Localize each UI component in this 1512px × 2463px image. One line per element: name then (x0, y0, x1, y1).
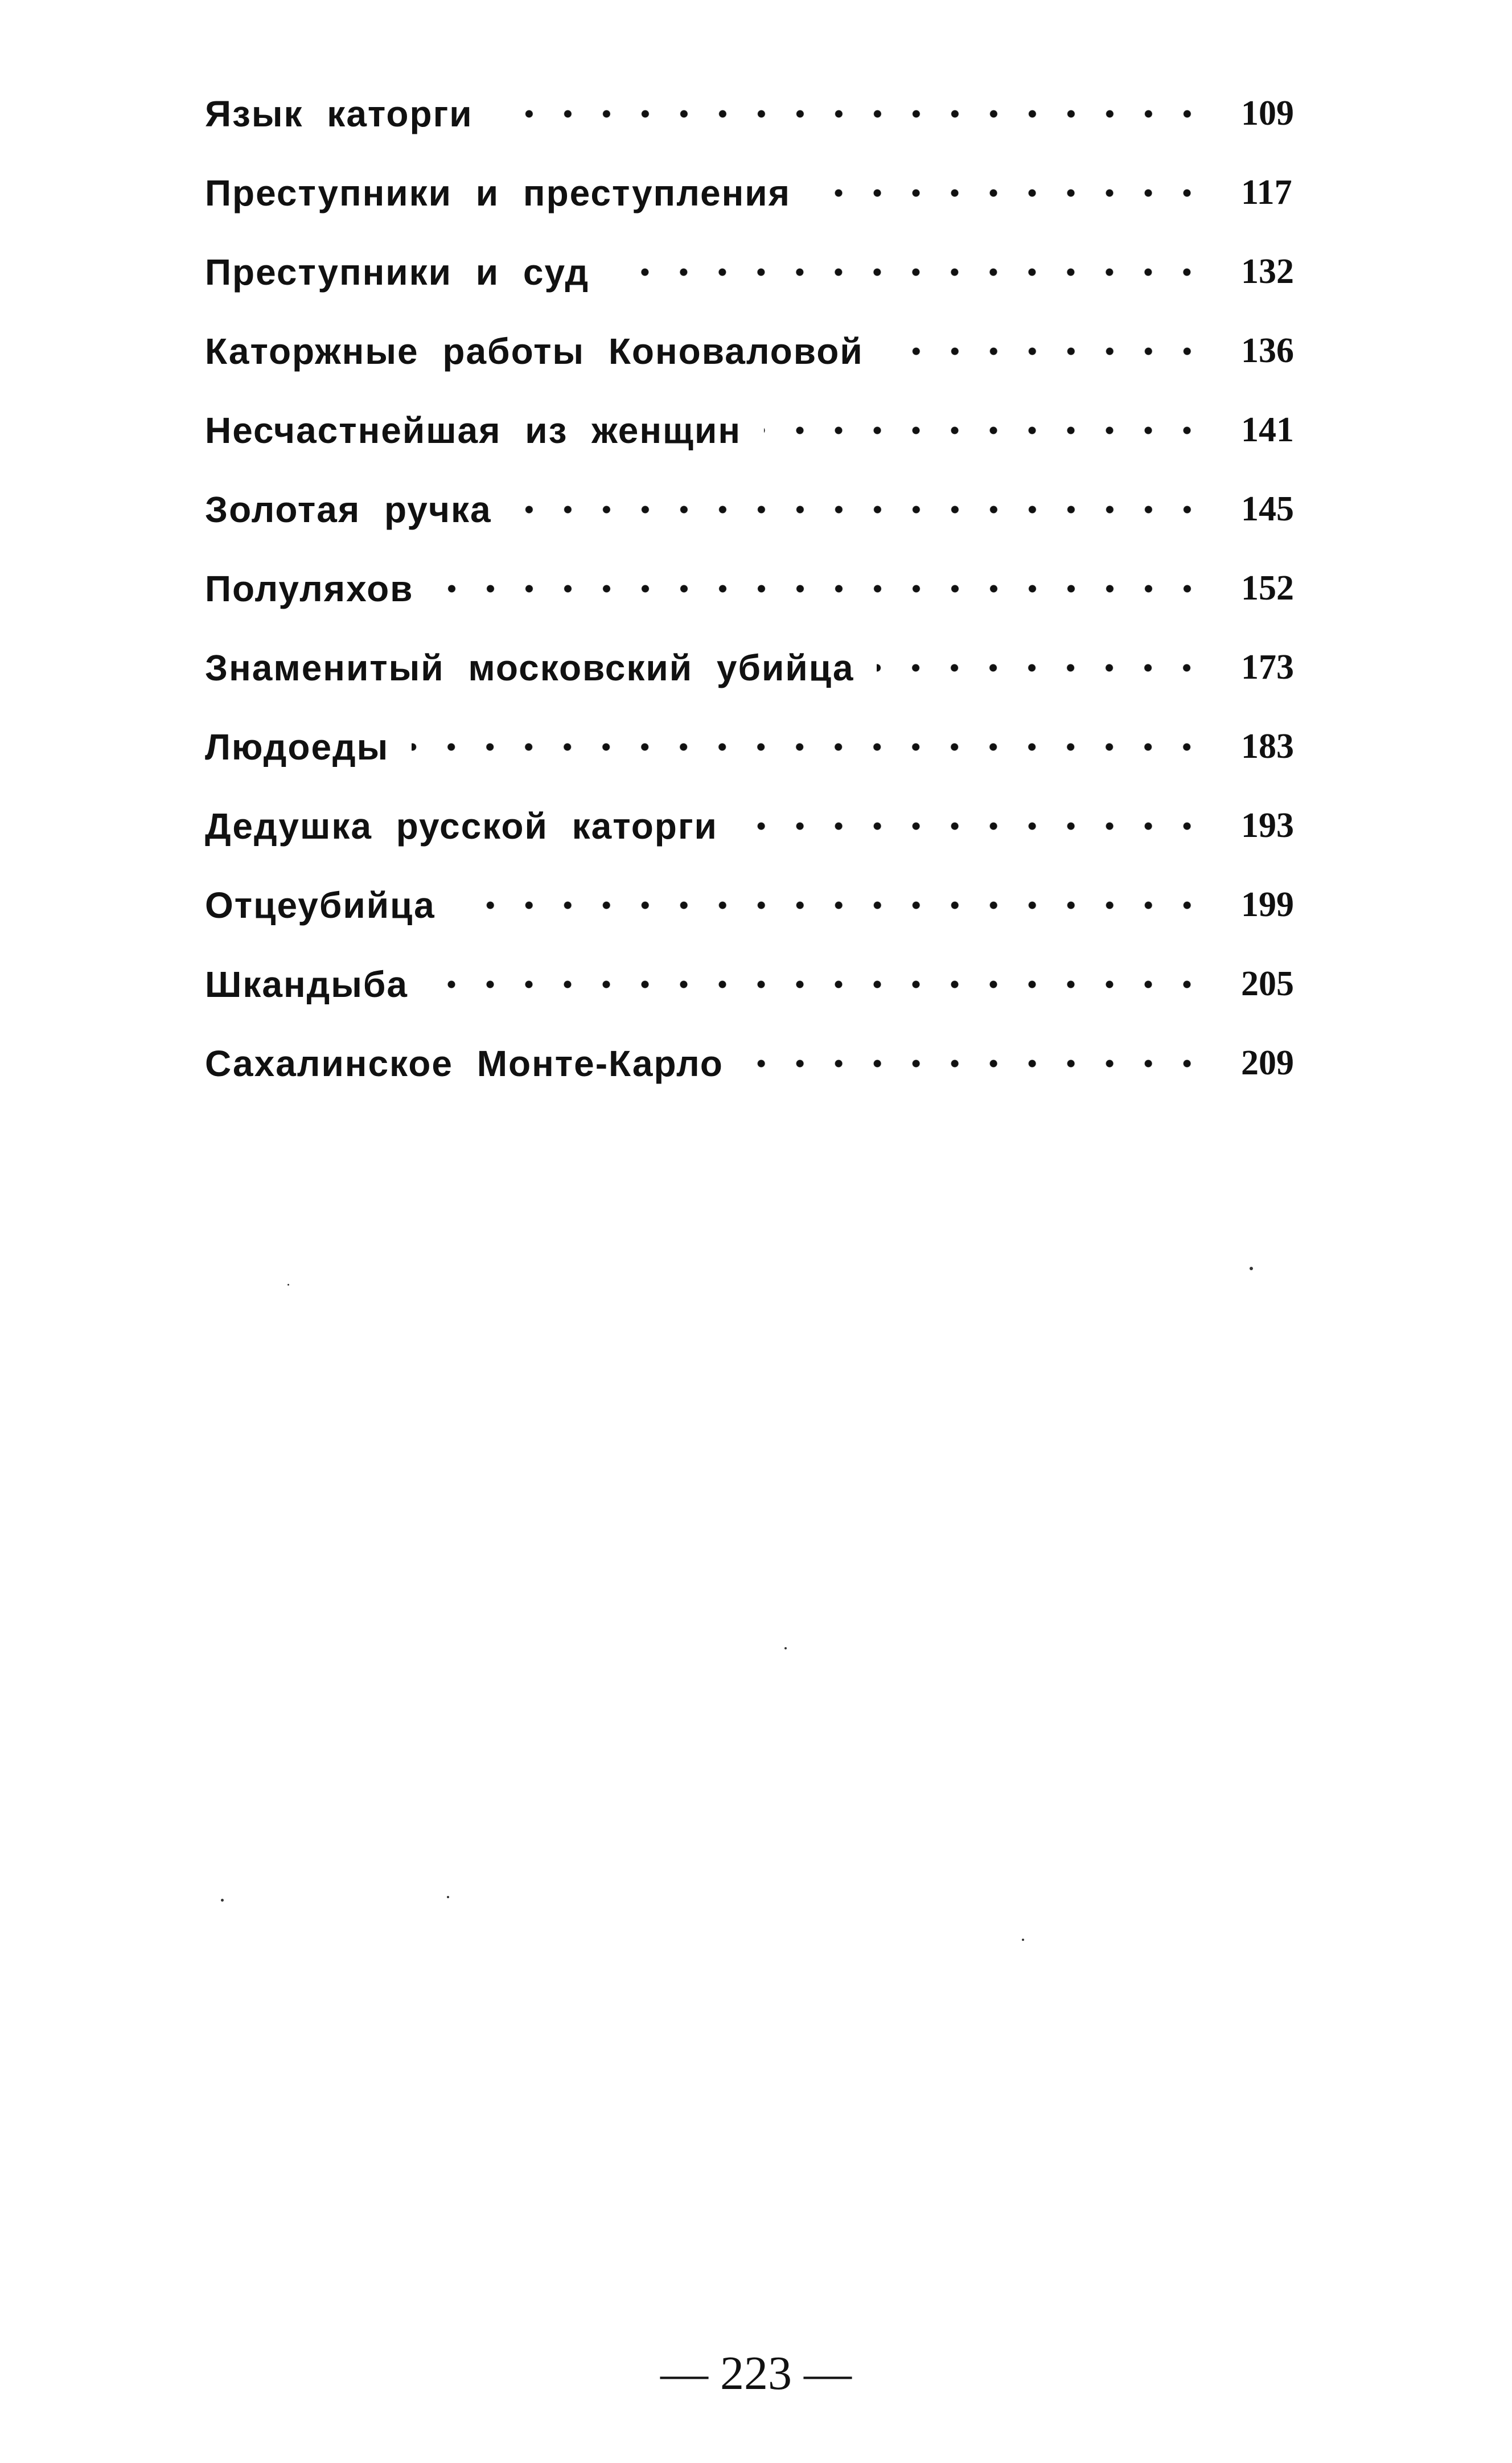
dot-leader (412, 729, 1210, 765)
toc-entry-page: 183 (1241, 727, 1294, 766)
toc-entry-page: 141 (1241, 410, 1294, 449)
dot-leader (886, 333, 1210, 370)
scan-speck (287, 1284, 289, 1286)
toc-entry (205, 391, 1309, 470)
toc-entry-page: 209 (1241, 1044, 1294, 1082)
dot-leader (431, 966, 1210, 1003)
toc-entry (205, 628, 1309, 707)
toc-entry (205, 232, 1309, 311)
toc-entry-page: 199 (1241, 885, 1294, 924)
scan-speck (1250, 1267, 1253, 1270)
toc-entry-title: Полуляхов (205, 568, 437, 610)
page-number: — 223 — (660, 2347, 852, 2400)
scan-speck (221, 1899, 224, 1902)
toc-entry (205, 786, 1309, 865)
toc-entry (205, 549, 1309, 628)
toc-entry-page: 173 (1241, 648, 1294, 687)
toc-entry (205, 707, 1309, 786)
toc-entry-title: Преступники и суд (205, 251, 612, 293)
toc-entry (205, 74, 1309, 153)
toc-entry-title: Сахалинское Монте-Карло (205, 1042, 746, 1085)
toc-entry (205, 470, 1309, 549)
table-of-contents (205, 74, 1309, 1103)
dot-leader (813, 175, 1210, 211)
toc-entry-title: Дедушка русской каторги (205, 805, 741, 847)
toc-entry-page: 109 (1241, 94, 1294, 133)
toc-entry (205, 865, 1309, 945)
dot-leader (515, 491, 1210, 528)
toc-entry (205, 945, 1309, 1024)
toc-entry-page: 152 (1241, 569, 1294, 607)
dot-leader (612, 254, 1210, 290)
toc-entry-page: 132 (1241, 252, 1294, 291)
toc-entry-page: 193 (1241, 806, 1294, 845)
scan-speck (447, 1896, 449, 1898)
toc-entry-title: Язык каторги (205, 93, 496, 135)
dot-leader (746, 1045, 1210, 1082)
dot-leader (458, 887, 1210, 923)
scan-speck (1022, 1939, 1024, 1941)
dot-leader (496, 96, 1210, 132)
dot-leader (437, 570, 1210, 607)
toc-entry-title: Отцеубийца (205, 884, 458, 926)
toc-entry (205, 1024, 1309, 1103)
dot-leader (764, 412, 1210, 449)
toc-entry-title: Шкандыба (205, 963, 431, 1005)
toc-entry-title: Преступники и преступления (205, 172, 813, 214)
toc-entry-title: Несчастнейшая из женщин (205, 409, 764, 451)
dot-leader (741, 808, 1210, 844)
toc-entry-title: Людоеды (205, 726, 412, 768)
toc-entry-page: 136 (1241, 331, 1294, 370)
toc-entry (205, 311, 1309, 391)
toc-entry-page: 117 (1241, 173, 1292, 212)
toc-entry-title: Золотая ручка (205, 489, 515, 531)
toc-entry-page: 145 (1241, 490, 1294, 528)
toc-entry (205, 153, 1309, 232)
toc-entry-title: Каторжные работы Коноваловой (205, 330, 886, 372)
toc-entry-page: 205 (1241, 964, 1294, 1003)
toc-entry-title: Знаменитый московский убийца (205, 647, 877, 689)
scan-speck (784, 1647, 787, 1649)
dot-leader (877, 650, 1210, 686)
